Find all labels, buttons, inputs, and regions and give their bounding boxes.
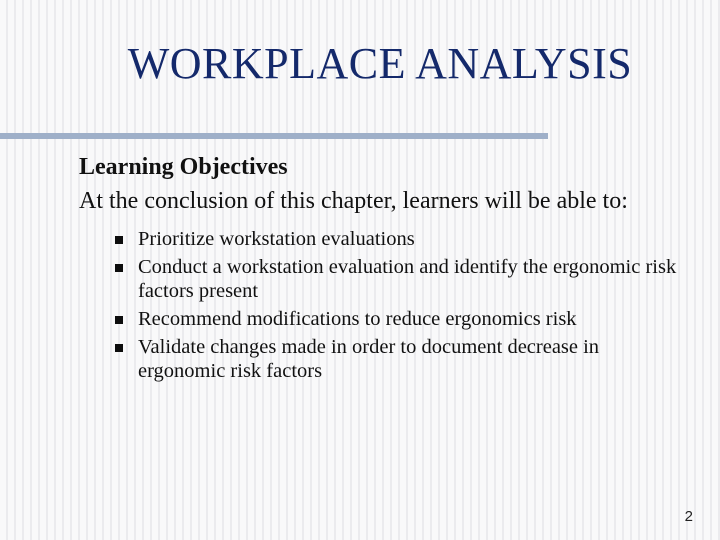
list-item-text: Recommend modifications to reduce ergonomics risk (138, 308, 577, 330)
list-item (79, 307, 679, 331)
square-bullet-icon (115, 344, 123, 352)
list-item-text: Prioritize workstation evaluations (138, 228, 415, 250)
square-bullet-icon (115, 316, 123, 324)
list-item (79, 335, 679, 383)
title-divider (0, 133, 548, 139)
section-heading: Learning Objectives (79, 154, 288, 180)
page-number: 2 (684, 508, 693, 525)
square-bullet-icon (115, 236, 123, 244)
intro-text: At the conclusion of this chapter, learners will be able to: (79, 188, 628, 214)
objectives-list (79, 227, 679, 383)
slide-title: WORKPLACE ANALYSIS (127, 39, 633, 88)
list-item-text: Conduct a workstation evaluation and identify the ergonomic risk factors present (138, 256, 677, 302)
slide-body (79, 150, 679, 387)
list-item (79, 227, 679, 251)
list-item-text: Validate changes made in order to document decrease in ergonomic risk factors (138, 336, 600, 382)
list-item (79, 255, 679, 303)
square-bullet-icon (115, 264, 123, 272)
